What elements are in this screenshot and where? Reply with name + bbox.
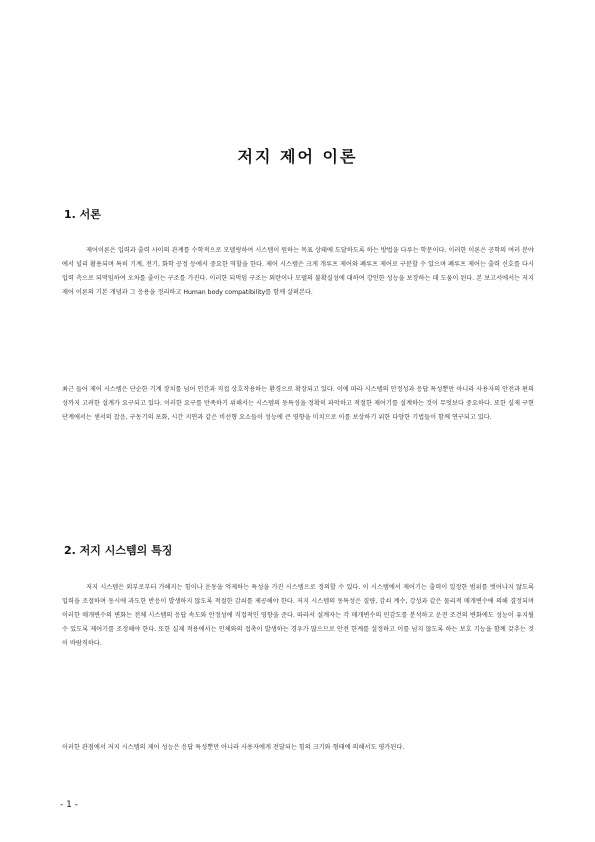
body-paragraph: 최근 들어 제어 시스템은 단순한 기계 장치를 넘어 인간과 직접 상호작용하는 환경으로 확장되고 있다. 이에 따라 시스템의 안정성과 응답 특성뿐만 아니라 사용자의 안전과 편의성까지 고려한 설계가 요구되고 있다. 이러한 요구를 만족하기 위해서는 시스템의 동특성을 정확히 파악하고 적절한 제어기를 설계하는 것이 무엇보다 중요하다. 또한 실제 구현 단계에서는 센서의 잡음, 구동기의 포화, 시간 지연과 같은 비선형 요소들이 성능에 큰 영향을 미치므로 이를 보상하기 위한 다양한 기법들이 함께 연구되고 있다. — [62, 386, 534, 421]
page-number: - 1 - — [60, 800, 78, 810]
body-paragraph: 제어이론은 입력과 출력 사이의 관계를 수학적으로 모델링하여 시스템이 원하는 목표 상태에 도달하도록 하는 방법을 다루는 학문이다. 이러한 이론은 공학의 여러 분야에서 널리 활용되며 특히 기계, 전기, 화학 공정 등에서 중요한 역할을 한다. 제어 시스템은 크게 개루프 제어와 폐루프 제어로 구분할 수 있으며 폐루프 제어는 출력 신호를 다시 입력 측으로 되먹임하여 오차를 줄이는 구조를 가진다. 이러한 되먹임 구조는 외란이나 모델의 불확실성에 대하여 강인한 성능을 보장하는 데 도움이 된다. 본 보고서에서는 저지 제어 이론의 기본 개념과 그 응용을 정리하고 Human body compatibility를 함께 살펴본다. — [62, 247, 534, 296]
body-paragraph: 저지 시스템은 외부로부터 가해지는 힘이나 운동을 억제하는 특성을 가진 시스템으로 정의할 수 있다. 이 시스템에서 제어기는 출력이 일정한 범위를 벗어나지 않도록 입력을 조절하며 동시에 과도한 반응이 발생하지 않도록 적절한 감쇠를 제공해야 한다. 저지 시스템의 동특성은 질량, 감쇠 계수, 강성과 같은 물리적 매개변수에 의해 결정되며 이러한 매개변수의 변화는 전체 시스템의 응답 속도와 안정성에 직접적인 영향을 준다. 따라서 설계자는 각 매개변수의 민감도를 분석하고 운전 조건의 변화에도 성능이 유지될 수 있도록 제어기를 조정해야 한다. 또한 실제 적용에서는 인체와의 접촉이 발생하는 경우가 많으므로 안전 한계를 설정하고 이를 넘지 않도록 하는 보호 기능을 함께 갖추는 것이 바람직하다. — [62, 584, 534, 647]
document-title: 저지 제어 이론 — [237, 147, 358, 166]
section-heading-characteristics: 2. 저지 시스템의 특징 — [64, 544, 173, 557]
section-heading-introduction: 1. 서론 — [64, 208, 101, 221]
body-paragraph: 이러한 관점에서 저지 시스템의 제어 성능은 응답 특성뿐만 아니라 사용자에게 전달되는 힘의 크기와 형태에 의해서도 평가된다. — [62, 744, 405, 751]
